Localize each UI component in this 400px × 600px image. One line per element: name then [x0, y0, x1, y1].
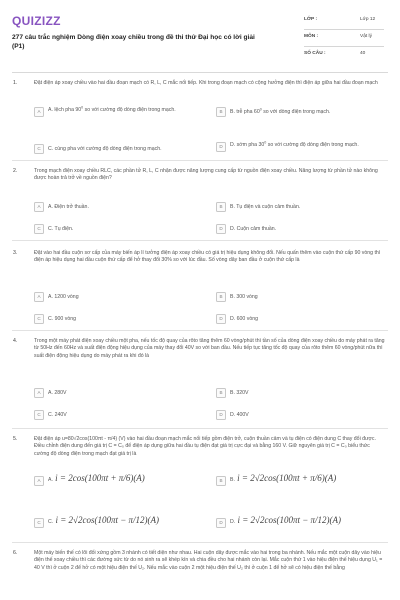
option-letter: B [216, 388, 226, 398]
meta-label: MÔN : [304, 34, 319, 39]
page-title: 277 câu trắc nghiệm Dòng điện xoay chiều trong đề thi thử Đại học có lời giải (P1) [12, 34, 255, 50]
question-text: Trong một máy phát điện xoay chiều một pha, nếu tốc độ quay của rôto tăng thêm 60 vòng/phút thì tần số của dòng điện xoay chiều do máy phát ra tăng từ 50Hz đến 60Hz và suất điện động hiệu dụng của máy thay đổi 40V so với ban đầu. Nếu tiếp tục tăng tốc độ quay của rôto thêm 60 vòng/phút nữa thì suất điện động hiệu dụng do máy phát ra khi đó là [34, 338, 385, 359]
option-letter: D [216, 142, 226, 152]
option-text: D. Cuộn cảm thuần. [230, 225, 277, 232]
option-letter: B [216, 202, 226, 212]
option-text: A. Điện trở thuần. [48, 203, 89, 210]
question-number: 2. [13, 168, 18, 174]
meta-row-question-count [304, 47, 384, 63]
meta-row-grade [304, 13, 384, 30]
option-letter: D [216, 224, 226, 234]
question-text: Một máy biến thế có lõi đối xứng gồm 3 nhánh có tiết diện như nhau. Hai cuộn dây được mắc vào hai trong ba nhánh. Nếu mắc một cuộn dây vào hiệu điện thế xoay chiều thì các đường sức từ do nó sinh ra sẽ khép kín và chia đều cho hai nhánh còn lại. Mắc cuộn thứ 1 vào hiệu điện thế hiệu dụng U₁ = 40 V thì ở cuộn 2 để hở có một hiệu điện thế U₂. Nếu mắc vào cuộn 2 một hiệu điện thế U₂ thì ở cuộn 1 để hở sẽ có hiệu điện thế bằng [34, 550, 383, 571]
answer-option-d[interactable] [216, 514, 376, 531]
option-letter: A [34, 107, 44, 117]
answer-option-a[interactable] [34, 103, 194, 120]
option-letter: C [34, 144, 44, 154]
option-letter: B [216, 292, 226, 302]
option-text: D. sớm pha $30^0$ so với cường độ dòng điện trong mạch. [230, 140, 359, 148]
answer-option-b[interactable] [216, 103, 376, 120]
meta-value: Lớp 12 [360, 17, 376, 22]
option-letter: C [34, 224, 44, 234]
question-number: 3. [13, 250, 18, 256]
header-divider [12, 72, 388, 73]
meta-value: Vật lý [360, 34, 372, 39]
answer-option-b[interactable] [216, 198, 376, 215]
option-text: B. 300 vòng [230, 293, 258, 300]
worksheet-header [0, 0, 400, 72]
question-number: 1. [13, 80, 18, 86]
option-text: B. Tụ điện và cuộn cảm thuần. [230, 203, 301, 210]
answer-option-a[interactable] [34, 472, 194, 489]
option-letter: D [216, 518, 226, 528]
question-text: Đặt điện áp u=80√2cos(100πt - π/4) (V) vào hai đầu đoạn mạch mắc nối tiếp gồm điện trở, cuộn thuần cảm và tụ điện có điện dung C thay đổi được. Điều chỉnh điện dung đến giá trị C = C₀ để điện áp dụng giữa hai đầu tụ điện đạt giá trị cực đại và bằng 160 V. Giữ nguyên giá trị C = C₀ biểu thức cường độ dòng điện trong mạch đạt giá trị là [34, 436, 376, 457]
question-divider [12, 160, 388, 161]
question-text: Đặt vào hai đầu cuộn sơ cấp của máy biến áp lí tưởng điện áp xoay chiều có giá trị hiệu dụng không đổi. Nếu quấn thêm vào cuộn thứ cấp 90 vòng thì điện áp hiệu dụng hai đầu cuộn thứ cấp để hở thay đổi 30% so với lúc đầu. Số vòng dây ban đầu ở cuộn thứ cấp là [34, 250, 381, 264]
meta-label: SỐ CÂU : [304, 51, 326, 56]
option-letter: A [34, 388, 44, 398]
option-text: B. 320V [230, 389, 249, 396]
answer-option-d[interactable] [216, 138, 376, 155]
answer-option-d[interactable] [216, 220, 376, 237]
option-letter: B [216, 107, 226, 117]
option-letter: B [216, 476, 226, 486]
option-text: A. 280V [48, 389, 67, 396]
question-text: Đặt điện áp xoay chiều vào hai đầu đoạn mạch có R, L, C mắc nối tiếp. Khi trong đoạn mạch có cộng hưởng điện thì điện áp giữa hai đầu đoạn mạch [34, 80, 378, 86]
option-text: B. trễ pha $60^0$ so với dòng điện trong mạch. [230, 106, 331, 115]
option-letter: A [34, 476, 44, 486]
option-letter: A [34, 202, 44, 212]
answer-option-c[interactable] [34, 406, 194, 423]
answer-option-b[interactable] [216, 384, 376, 401]
option-letter: D [216, 314, 226, 324]
option-letter: A [34, 292, 44, 302]
answer-option-b[interactable] [216, 288, 376, 305]
option-text: C. 900 vòng [48, 315, 76, 322]
option-text: C. 240V [48, 411, 67, 418]
option-text: C. cùng pha với cường độ dòng điện trong mạch. [48, 145, 162, 152]
question-number: 6. [13, 550, 18, 556]
option-text: A. 1200 vòng [48, 293, 79, 300]
question-divider [12, 542, 388, 543]
option-text: A. lệch pha $90^0$ so với cường độ dòng điện trong mạch. [48, 105, 176, 113]
question-number: 5. [13, 436, 18, 442]
answer-option-a[interactable] [34, 198, 194, 215]
option-text: D. 600 vòng [230, 315, 258, 322]
answer-option-a[interactable] [34, 288, 194, 305]
answer-option-d[interactable] [216, 406, 376, 423]
option-text: C. Tụ điện. [48, 225, 74, 232]
option-formula: C. i = 2√2cos(100πt − π/12)(A) [48, 515, 160, 525]
answer-option-c[interactable] [34, 514, 194, 531]
question-number: 4. [13, 338, 18, 344]
quizizz-logo: QUIZIZZ [12, 14, 61, 28]
question-divider [12, 240, 388, 241]
option-formula: B. i = 2√2cos(100πt + π/6)(A) [230, 473, 337, 483]
option-letter: D [216, 410, 226, 420]
meta-row-subject [304, 30, 384, 47]
answer-option-c[interactable] [34, 140, 194, 157]
answer-option-a[interactable] [34, 384, 194, 401]
meta-label: LỚP : [304, 17, 318, 22]
answer-option-d[interactable] [216, 310, 376, 327]
question-divider [12, 330, 388, 331]
meta-panel [304, 13, 384, 63]
option-text: D. 400V [230, 411, 249, 418]
question-divider [12, 428, 388, 429]
option-letter: C [34, 518, 44, 528]
option-letter: C [34, 410, 44, 420]
option-letter: C [34, 314, 44, 324]
answer-option-b[interactable] [216, 472, 376, 489]
question-text: Trong mạch điện xoay chiều RLC, các phần tử R, L, C nhận được năng lượng cung cấp từ nguồn điện xoay chiều. Năng lượng từ phần tử nào không được hoàn trả trở về nguồn điện? [34, 168, 378, 182]
option-formula: D. i = 2√2cos(100πt − π/12)(A) [230, 515, 342, 525]
meta-value: 40 [360, 51, 366, 56]
answer-option-c[interactable] [34, 220, 194, 237]
option-formula: A. i = 2cos(100πt + π/6)(A) [48, 473, 145, 483]
answer-option-c[interactable] [34, 310, 194, 327]
